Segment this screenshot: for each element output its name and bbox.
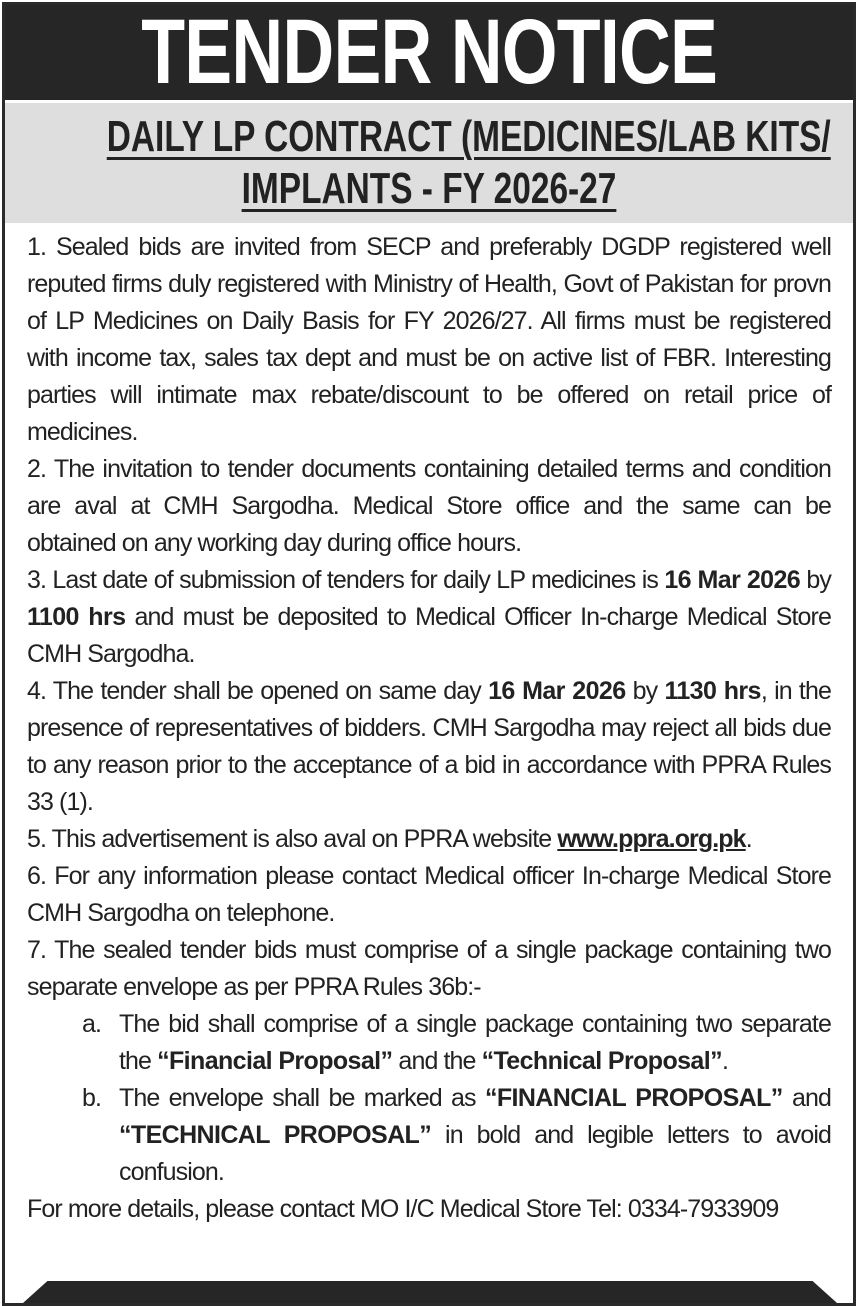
clause-2: 2. The invitation to tender documents containing detailed terms and condition are aval at CMH Sargodha. Medical Store office and the same can be obtained on any working day during office hours. — [27, 455, 831, 557]
opening-time: 1130 hrs — [664, 677, 761, 705]
bottom-decorative-bar — [23, 1281, 837, 1303]
submission-date: 16 Mar 2026 — [664, 566, 801, 594]
header-banner — [5, 5, 853, 100]
clause-7-subitems — [27, 1006, 831, 1191]
clause-1: 1. Sealed bids are invited from SECP and preferably DGDP registered well reputed firms duly registered with Ministry of Health, Govt of Pakistan for provn of LP Medicines on Daily Basis for FY 2026/27. All firms must be registered with income tax, sales tax dept and must be on active list of FBR. Interesting parties will intimate max rebate/discount to be offered on retail price of medicines. — [27, 233, 831, 446]
clause-7: 7. The sealed tender bids must comprise of a single package containing two separate envelope as per PPRA Rules 36b:- — [27, 936, 831, 1001]
contact-footer: For more details, please contact MO I/C Medical Store Tel: 0334-7933909 — [27, 1195, 779, 1223]
notice-body — [5, 223, 853, 1228]
ppra-website-link[interactable]: www.ppra.org.pk — [557, 825, 746, 853]
tender-notice — [2, 2, 856, 1306]
submission-time: 1100 hrs — [27, 603, 126, 631]
subclause-a: a. The bid shall comprise of a single package containing two separate the “Financial Proposal” and the “Technical Proposal”. — [82, 1010, 831, 1075]
clause-4: 4. The tender shall be opened on same day 16 Mar 2026 by 1130 hrs, in the presence of representatives of bidders. CMH Sargodha may reject all bids due to any reason prior to the acceptance of a bid in accordance with PPRA Rules 33 (1). — [27, 677, 831, 816]
subtitle-line-2: IMPLANTS - FY 2026-27 — [241, 164, 617, 213]
notice-title: TENDER NOTICE — [141, 5, 717, 100]
clause-6: 6. For any information please contact Medical officer In-charge Medical Store CMH Sargodha on telephone. — [27, 862, 831, 927]
notice-subtitle — [106, 103, 831, 223]
opening-date: 16 Mar 2026 — [488, 677, 626, 705]
subtitle-band — [5, 100, 853, 223]
subclause-b: b. The envelope shall be marked as “FINANCIAL PROPOSAL” and “TECHNICAL PROPOSAL” in bold and legible letters to avoid confusion. — [82, 1084, 831, 1186]
clause-5: 5. This advertisement is also aval on PPRA website www.ppra.org.pk. — [27, 825, 752, 853]
subtitle-line-1: DAILY LP CONTRACT (MEDICINES/LAB KITS/ — [106, 112, 831, 161]
clause-3: 3. Last date of submission of tenders for daily LP medicines is 16 Mar 2026 by 1100 hrs and must be deposited to Medical Officer In-charge Medical Store CMH Sargodha. — [27, 566, 831, 668]
